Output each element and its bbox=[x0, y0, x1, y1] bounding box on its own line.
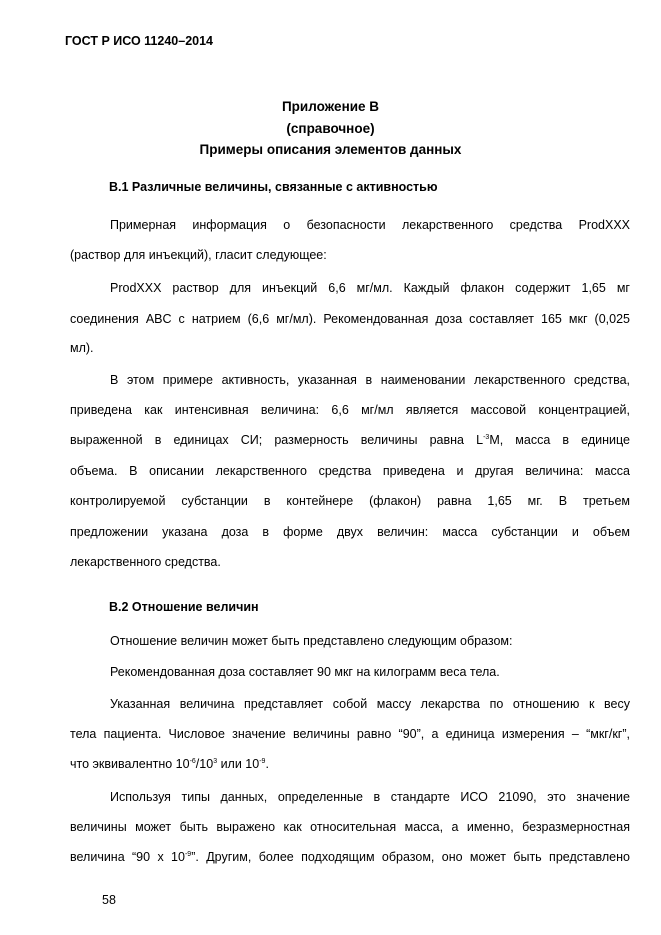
appendix-subtitle: Примеры описания элементов данных bbox=[199, 142, 462, 157]
paragraph-line bbox=[70, 849, 630, 865]
paragraph-line bbox=[70, 432, 630, 448]
superscript: -3 bbox=[483, 434, 490, 441]
paragraph-line: Примерная информация о безопасности лекарственного средства ProdXXX bbox=[110, 218, 630, 232]
text-run: M, масса в единице bbox=[489, 433, 630, 447]
text-run: . bbox=[265, 757, 269, 771]
paragraph-line: (раствор для инъекций), гласит следующее: bbox=[70, 248, 327, 262]
superscript: -9 bbox=[259, 758, 266, 765]
superscript: 3 bbox=[213, 758, 218, 765]
paragraph-line: контролируемой субстанции в контейнере (флакон) равна 1,65 мг. В третьем bbox=[70, 494, 630, 508]
paragraph-line: объема. В описании лекарственного средства приведена и другая величина: масса bbox=[70, 464, 630, 478]
paragraph-line: приведена как интенсивная величина: 6,6 мг/мл является массовой концентрацией, bbox=[70, 403, 630, 417]
superscript: -6 bbox=[189, 758, 196, 765]
paragraph-line: Указанная величина представляет собой массу лекарства по отношению к весу bbox=[110, 697, 630, 711]
page-number: 58 bbox=[102, 893, 116, 907]
section-heading-b2: В.2 Отношение величин bbox=[109, 600, 259, 614]
paragraph-line: предложении указана доза в форме двух величин: масса субстанции и объем bbox=[70, 525, 630, 539]
section-heading-b1: В.1 Различные величины, связанные с активностью bbox=[109, 180, 438, 194]
paragraph-line: В этом примере активность, указанная в наименовании лекарственного средства, bbox=[110, 373, 630, 387]
appendix-status: (справочное) bbox=[286, 121, 375, 136]
paragraph-line: тела пациента. Числовое значение величины равно “90”, а единица измерения – “мкг/кг”, bbox=[70, 727, 630, 741]
paragraph-line: лекарственного средства. bbox=[70, 555, 221, 569]
document-header: ГОСТ Р ИСО 11240–2014 bbox=[65, 34, 214, 48]
paragraph-line: соединения ABC с натрием (6,6 мг/мл). Рекомендованная доза составляет 165 мкг (0,025 bbox=[70, 312, 630, 326]
paragraph-line: мл). bbox=[70, 341, 94, 355]
appendix-title: Приложение В bbox=[281, 99, 380, 114]
text-run: величина “90 x 10 bbox=[70, 850, 185, 864]
superscript: -9 bbox=[184, 851, 192, 858]
text-run: /10 bbox=[195, 757, 214, 771]
text-run: ”. Другим, более подходящим образом, оно может быть представлено bbox=[191, 850, 630, 864]
paragraph-line: Отношение величин может быть представлено следующим образом: bbox=[110, 634, 513, 648]
paragraph-line: Рекомендованная доза составляет 90 мкг на килограмм веса тела. bbox=[110, 665, 500, 679]
paragraph-line: ProdXXX раствор для инъекций 6,6 мг/мл. Каждый флакон содержит 1,65 мг bbox=[110, 281, 630, 295]
paragraph-line: Используя типы данных, определенные в стандарте ИСО 21090, это значение bbox=[110, 790, 630, 804]
text-run: или 10 bbox=[217, 757, 260, 771]
paragraph-line: величины может быть выражено как относительная масса, а именно, безразмерностная bbox=[70, 820, 630, 834]
text-run: что эквивалентно 10 bbox=[70, 757, 190, 771]
text-run: выраженной в единицах СИ; размерность величины равна L bbox=[70, 433, 484, 447]
paragraph-line bbox=[70, 756, 630, 772]
